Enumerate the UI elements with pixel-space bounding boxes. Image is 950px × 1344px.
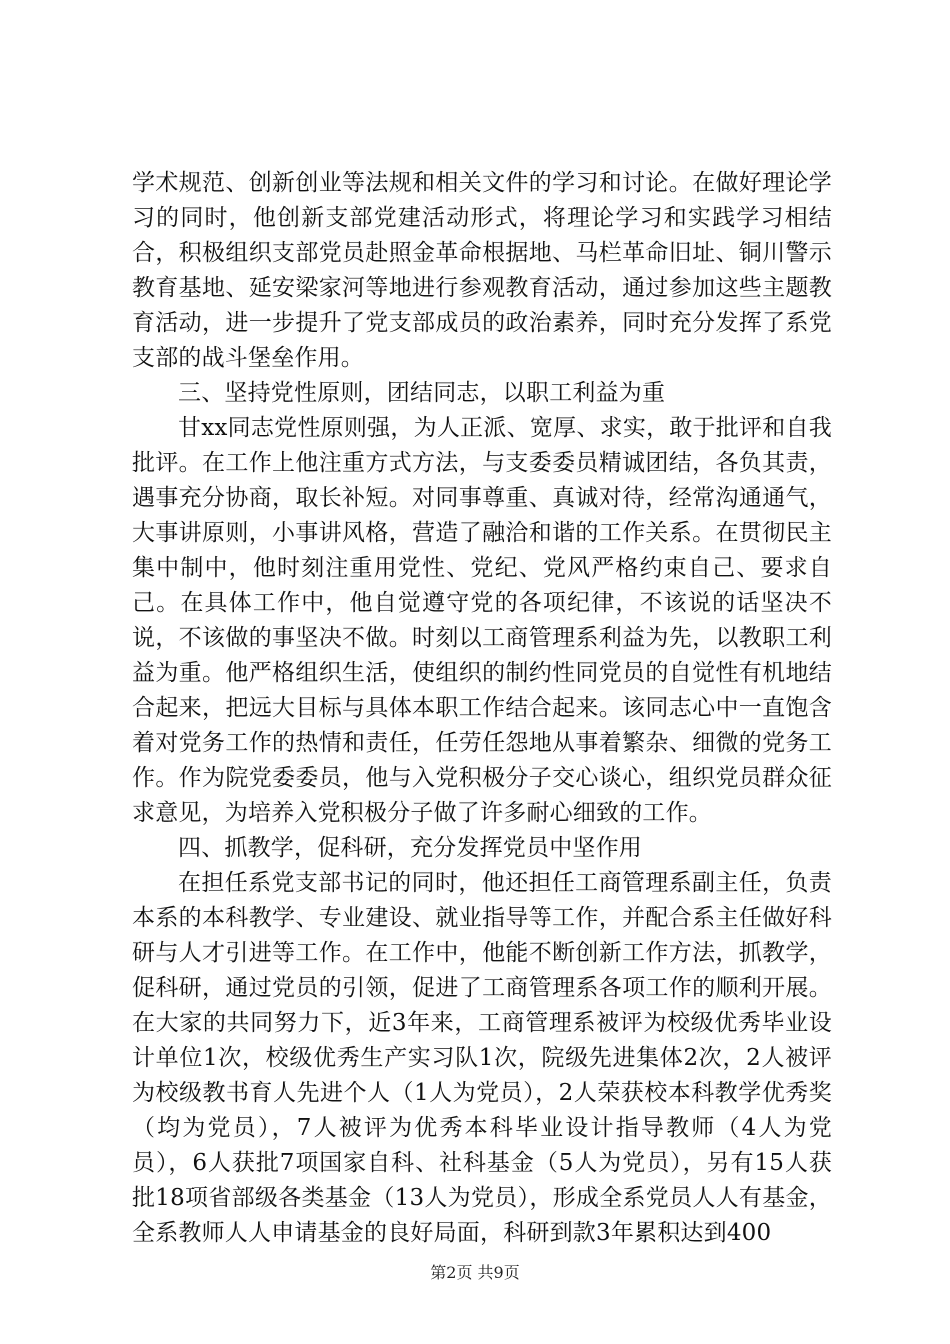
paragraph-teaching-research: 在担任系党支部书记的同时，他还担任工商管理系副主任，负责本系的本科教学、专业建设、就业指导等工作，并配合系主任做好科研与人才引进等工作。在工作中，他能不断创新工作方法，抓教学，促科研，通过党员的引领，促进了工商管理系各项工作的顺利开展。在大家的共同努力下，近3年来，工商管理系被评为校级优秀毕业设计单位1次，校级优秀生产实习队1次，院级先进集体2次，2人被评为校级教书育人先进个人（1人为党员），2人荣获校本科教学优秀奖（均为党员），7人被评为优秀本科毕业设计指导教师（4人为党员），6人获批7项国家自科、社科基金（5人为党员），另有15人获批18项省部级各类基金（13人为党员），形成全系党员人人有基金，全系教师人人申请基金的良好局面，科研到款3年累积达到400 <box>132 870 832 1246</box>
page-footer: 第2页 共9页 <box>430 1263 520 1282</box>
section-heading-three: 三、坚持党性原则，团结同志，以职工利益为重 <box>178 380 666 406</box>
document-body <box>132 166 832 1251</box>
paragraph-study-activities: 学术规范、创新创业等法规和相关文件的学习和讨论。在做好理论学习的同时，他创新支部党建活动形式，将理论学习和实践学习相结合，积极组织支部党员赴照金革命根据地、马栏革命旧址、铜川警示教育基地、延安梁家河等地进行参观教育活动，通过参加这些主题教育活动，进一步提升了党支部成员的政治素养，同时充分发挥了系党支部的战斗堡垒作用。 <box>132 170 832 371</box>
section-heading-four: 四、抓教学，促科研，充分发挥党员中坚作用 <box>178 835 642 861</box>
paragraph-party-principles: 甘xx同志党性原则强，为人正派、宽厚、求实，敢于批评和自我批评。在工作上他注重方式方法，与支委委员精诚团结，各负其责，遇事充分协商，取长补短。对同事尊重、真诚对待，经常沟通通气，大事讲原则，小事讲风格，营造了融洽和谐的工作关系。在贯彻民主集中制中，他时刻注重用党性、党纪、党风严格约束自己、要求自己。在具体工作中，他自觉遵守党的各项纪律，不该说的话坚决不说，不该做的事坚决不做。时刻以工商管理系利益为先，以教职工利益为重。他严格组织生活，使组织的制约性同党员的自觉性有机地结合起来，把远大目标与具体本职工作结合起来。该同志心中一直饱含着对党务工作的热情和责任，任劳任怨地从事着繁杂、细微的党务工作。作为院党委委员，他与入党积极分子交心谈心，组织党员群众征求意见，为培养入党积极分子做了许多耐心细致的工作。 <box>132 415 832 826</box>
